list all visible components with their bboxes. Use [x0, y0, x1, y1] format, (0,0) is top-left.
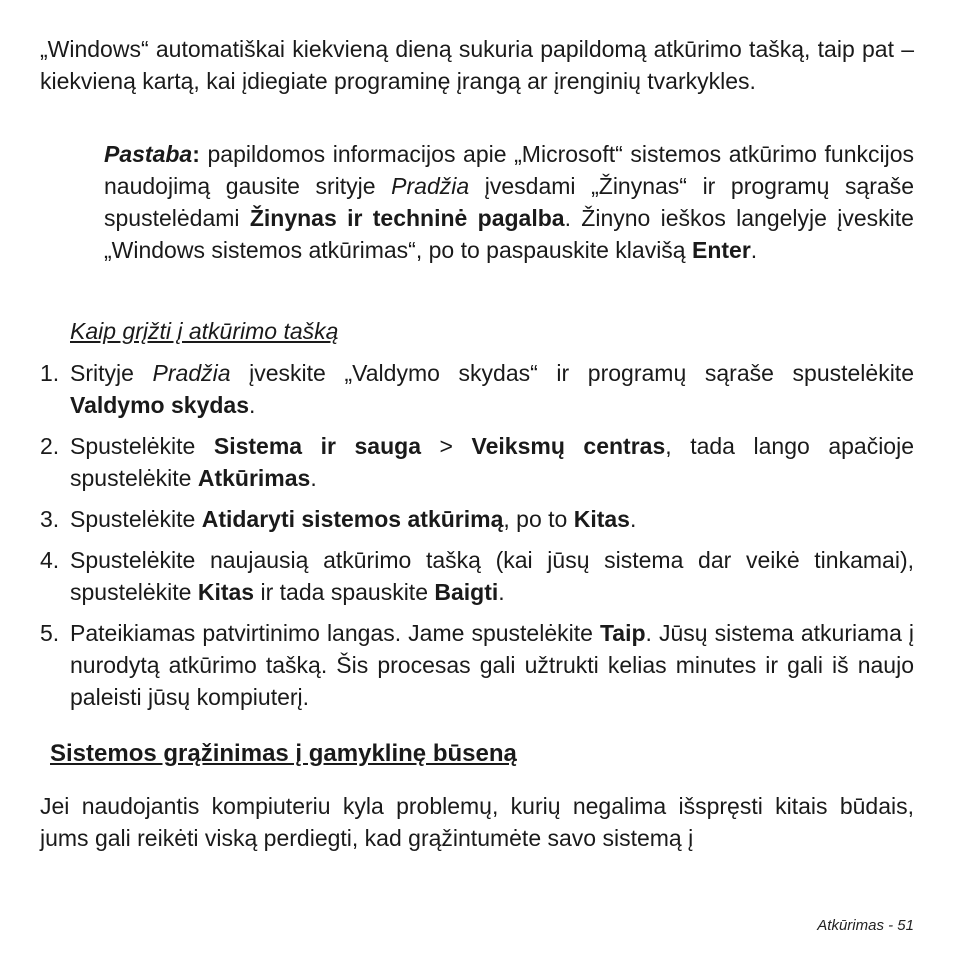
steps-list — [40, 357, 914, 722]
step-text — [70, 503, 914, 535]
step-bold-term: Atidaryti sistemos atkūrimą — [201, 506, 504, 532]
step-text-run: . — [498, 579, 505, 605]
step-italic-term: Pradžia — [152, 360, 231, 386]
intro-paragraph: „Windows“ automatiškai kiekvieną dieną sukuria papildomą atkūrimo tašką, taip pat – kiekvieną kartą, kai įdiegiate programinę įrangą ar įrenginių tvarkykles. — [40, 36, 914, 94]
note-text-3: . Žinyno ieškos langelyje įveskite „Windows sistemos atkūrimas“, po to paspauskite klavišą — [104, 205, 914, 263]
step-bold-term: Valdymo skydas — [70, 392, 249, 418]
step-number: 3. — [40, 506, 60, 532]
section-heading: Sistemos grąžinimas į gamyklinę būseną — [50, 740, 517, 767]
step-text-run: . — [249, 392, 256, 418]
list-item — [40, 357, 914, 421]
step-bold-term: Baigti — [434, 579, 499, 605]
step-bold-term: Atkūrimas — [197, 465, 311, 491]
note-text-4: . — [750, 237, 758, 263]
list-item — [40, 503, 914, 535]
step-bold-term: Sistema ir sauga — [213, 433, 421, 459]
outro-paragraph: Jei naudojantis kompiuteriu kyla problemų, kurių negalima išspręsti kitais būdais, jums gali reikėti viską perdiegti, kad grąžintumėte savo sistemą į — [40, 793, 914, 851]
step-number: 1. — [40, 360, 60, 386]
step-text-run: Pateikiamas patvirtinimo langas. Jame spustelėkite — [70, 620, 600, 646]
step-text — [70, 544, 914, 608]
list-item — [40, 430, 914, 494]
step-number: 4. — [40, 547, 60, 573]
note-help-term: Žinynas ir techninė pagalba — [249, 205, 565, 231]
step-number: 2. — [40, 433, 60, 459]
note-start-term: Pradžia — [391, 173, 470, 199]
step-text-run: Srityje — [70, 360, 153, 386]
note-colon: : — [192, 141, 200, 167]
step-number: 5. — [40, 620, 60, 646]
list-item — [40, 544, 914, 608]
step-bold-term: Veiksmų centras — [471, 433, 666, 459]
note-paragraph — [104, 138, 914, 266]
step-text-run: ir tada spauskite — [254, 579, 435, 605]
howto-heading: Kaip grįžti į atkūrimo tašką — [70, 318, 339, 344]
step-text-run: , po to — [503, 506, 574, 532]
step-bold-term: Taip — [599, 620, 646, 646]
step-text-run: . — [629, 506, 637, 532]
note-text-2: įvesdami „Žinynas“ ir programų sąraše spustelėdami — [104, 173, 915, 231]
note-label: Pastaba — [104, 141, 193, 167]
step-bold-term: Kitas — [573, 506, 630, 532]
step-text-run: . Jūsų sistema atkuriama į nurodytą atkūrimo tašką. Šis procesas gali užtrukti kelias minutes ir gali iš naujo paleisti jūsų kompiuterį. — [70, 620, 915, 710]
page-footer: Atkūrimas - 51 — [817, 917, 914, 934]
step-text — [70, 357, 914, 421]
list-item — [40, 617, 914, 713]
step-bold-term: Kitas — [197, 579, 255, 605]
step-text — [70, 430, 914, 494]
step-text-run: Spustelėkite naujausią atkūrimo tašką (kai jūsų sistema dar veikė tinkamai), spustelėkite — [70, 547, 914, 605]
step-text-run: Spustelėkite — [70, 506, 202, 532]
step-text — [70, 617, 914, 713]
note-enter-key: Enter — [692, 237, 751, 263]
note-text-1: papildomos informacijos apie „Microsoft“ sistemos atkūrimo funkcijos naudojimą gausite srityje — [104, 141, 914, 199]
step-text-run: > — [421, 433, 472, 459]
step-text-run: . — [310, 465, 317, 491]
step-text-run: įveskite „Valdymo skydas“ ir programų sąraše spustelėkite — [230, 360, 914, 386]
step-text-run: , tada lango apačioje spustelėkite — [70, 433, 915, 491]
step-text-run: Spustelėkite — [70, 433, 214, 459]
